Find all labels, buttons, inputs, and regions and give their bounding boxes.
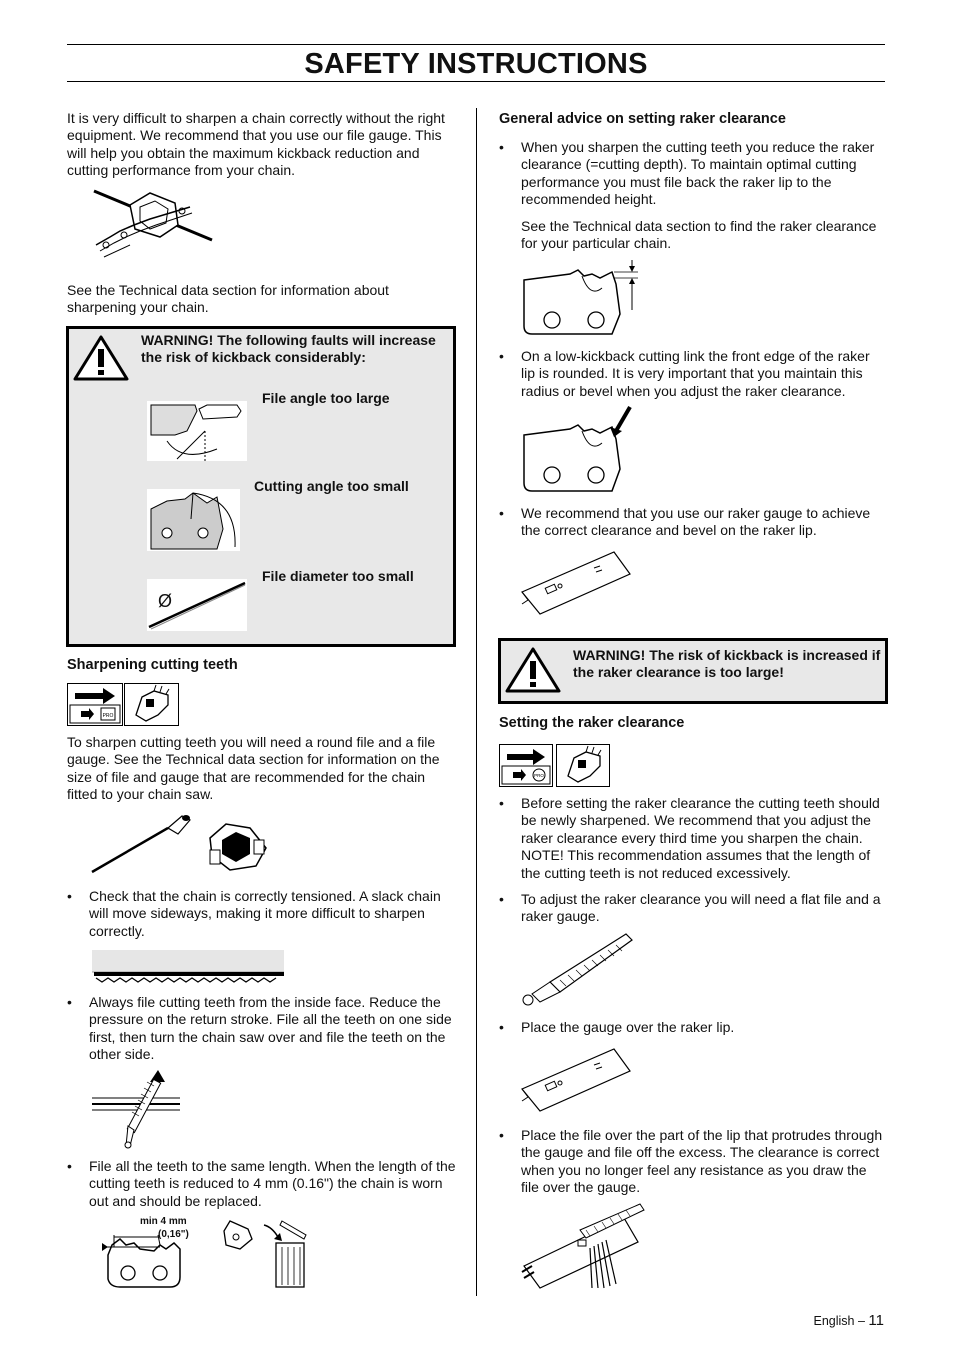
glove-icon [556, 744, 610, 787]
fault-label-3: File diameter too small [262, 568, 414, 584]
pro-label: PRO [102, 713, 114, 719]
general-advice-heading: General advice on setting raker clearance [499, 111, 786, 127]
page-title: SAFETY INSTRUCTIONS [304, 48, 648, 80]
sharpening-heading: Sharpening cutting teeth [67, 657, 238, 673]
min-label-2: (0,16") [158, 1229, 189, 1240]
warning-triangle-icon [72, 334, 130, 382]
round-file-and-gauge-image [90, 810, 270, 875]
raker-clearance-image [520, 258, 645, 338]
see-tech-paragraph: See the Technical data section for information about sharpening your chain. [67, 282, 389, 316]
title-bar [67, 44, 885, 82]
warning-text: WARNING! The following faults will increase the risk of kickback considerably: [141, 332, 436, 366]
chain-image [92, 950, 284, 986]
raker-gauge-image-2 [518, 1045, 633, 1113]
general-see-paragraph: See the Technical data section to find the raker clearance for your particular chain. [521, 218, 877, 252]
file-angle-large-image [147, 401, 247, 461]
glove-icon [124, 683, 179, 726]
filing-direction-image [92, 1068, 182, 1150]
file-over-gauge-image [520, 1200, 645, 1290]
min-label-1: min 4 mm [140, 1216, 187, 1227]
page-number: 11 [868, 1312, 884, 1329]
pro-arrow-icon [67, 683, 123, 726]
footer-separator: – [854, 1314, 869, 1328]
footer-language: English [813, 1314, 855, 1328]
warning-text-2: WARNING! The risk of kickback is increased if the raker clearance is too large! [573, 647, 881, 681]
pro-label-2: PRO [534, 773, 544, 778]
min-length-tooth-image [100, 1215, 310, 1290]
cutting-angle-small-image [147, 489, 240, 551]
fault-label-1: File angle too large [262, 390, 390, 406]
low-kickback-link-image [520, 405, 635, 495]
sharpening-paragraph: To sharpen cutting teeth you will need a round file and a file gauge. See the Technical data section for information on the size of file and gauge that are recommended for the chain fitted to your chain saw. [67, 734, 440, 803]
pro-arrow-icon [499, 744, 553, 787]
warning-triangle-icon [504, 646, 562, 694]
setting-heading: Setting the raker clearance [499, 715, 685, 731]
flat-file-image [520, 932, 635, 1008]
page-footer [814, 1312, 884, 1330]
diameter-symbol: Ø [158, 591, 173, 611]
fault-label-2: Cutting angle too small [254, 478, 409, 494]
file-gauge-illustration [90, 185, 215, 265]
intro-paragraph: It is very difficult to sharpen a chain correctly without the right equipment. We recommend that you use our file gauge. This will help you obtain the maximum kickback reduction and cutting performance from your chain. [67, 110, 445, 179]
raker-gauge-image-1 [518, 548, 633, 616]
column-divider [476, 108, 477, 1296]
